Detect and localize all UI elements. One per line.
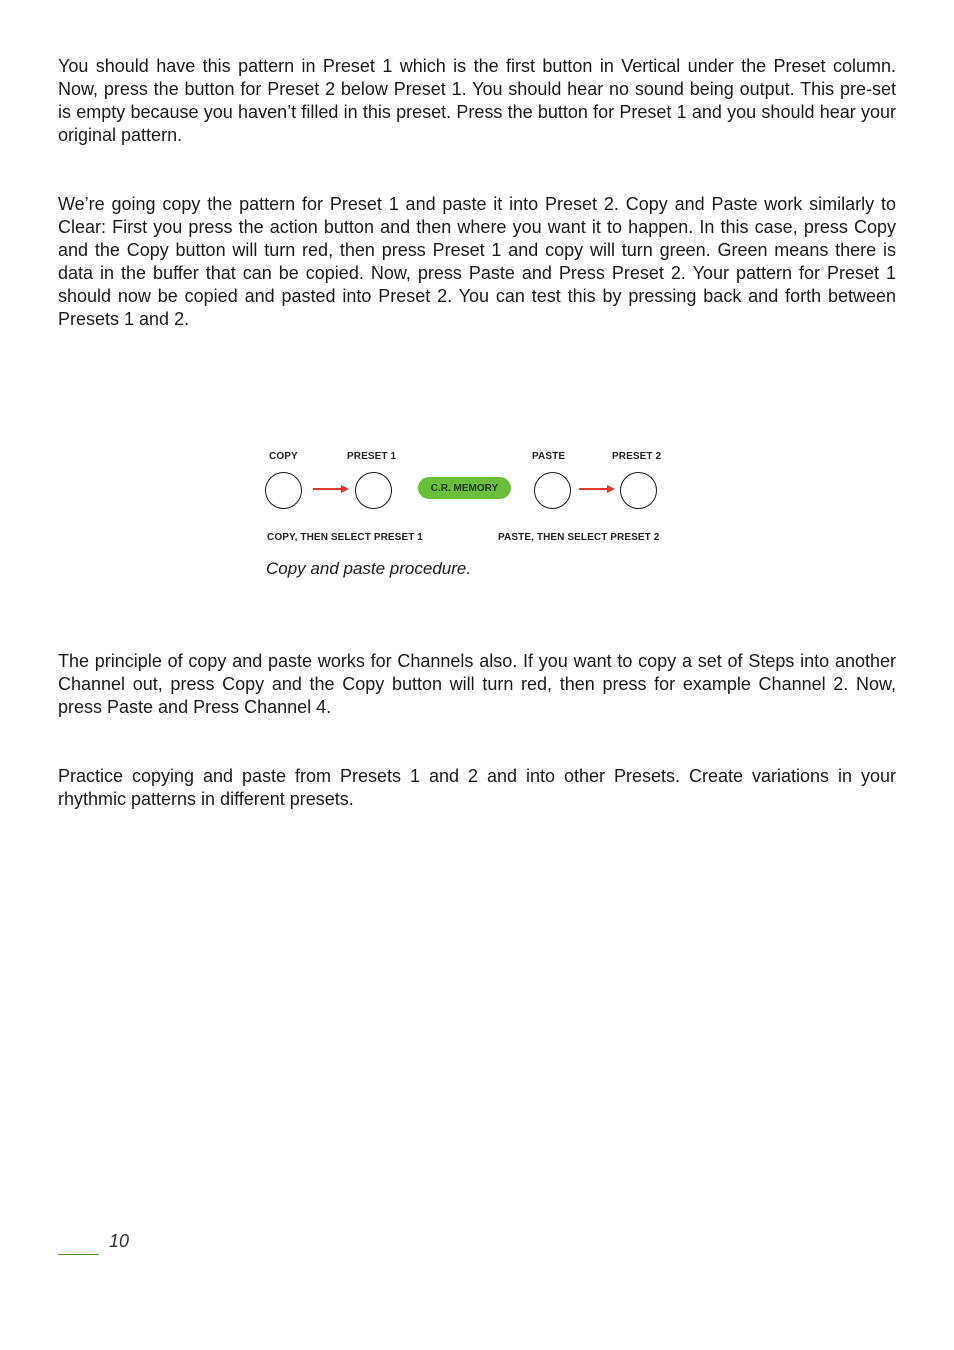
page-number: 10 [109, 1231, 130, 1251]
memory-badge: C.R. MEMORY [418, 477, 511, 499]
preset1-label: PRESET 1 [347, 451, 397, 462]
paragraph-copy-paste-instructions: We’re going copy the pattern for Preset 1 and paste it into Preset 2. Copy and Paste work similarly to Clear: First you press the action button and then where you want it to happen. In this case, press Copy and the Copy button will turn red, then press Preset 1 and copy will turn green. Green means there is data in the buffer that can be copied. Now, press Paste and Press Preset 2. Your pattern for Preset 1 should now be copied and pasted into Preset 2. You can test this by pressing back and forth between Presets 1 and 2. [58, 194, 896, 329]
paragraph-practice: Practice copying and paste from Presets 1 and 2 and into other Presets. Create variations in your rhythmic patterns in different presets. [58, 766, 896, 809]
footer-rule [58, 1254, 99, 1255]
preset2-label: PRESET 2 [612, 451, 662, 462]
copy-label: COPY [269, 451, 298, 462]
paragraph-channels: The principle of copy and paste works for Channels also. If you want to copy a set of Steps into another Channel out, press Copy and the Copy button will turn red, then press for example Channel 2. Now, press Paste and Press Channel 4. [58, 651, 896, 717]
figure-caption: Copy and paste procedure. [266, 559, 472, 578]
paragraph-preset-intro: You should have this pattern in Preset 1 which is the first button in Vertical under the Preset column. Now, press the button for Preset 2 below Preset 1. You should hear no sound being output. This pre-set is empty because you haven’t filled in this preset. Press the button for Preset 1 and you should hear your original pattern. [58, 56, 896, 145]
copy-paste-diagram [0, 0, 954, 600]
arrow-right-icon [312, 483, 350, 495]
paste-button [534, 472, 571, 509]
copy-button [265, 472, 302, 509]
paste-label: PASTE [532, 451, 566, 462]
step1-caption: COPY, THEN SELECT PRESET 1 [267, 532, 423, 543]
preset1-button [355, 472, 392, 509]
arrow-right-icon [578, 483, 616, 495]
step2-caption: PASTE, THEN SELECT PRESET 2 [498, 532, 660, 543]
preset2-button [620, 472, 657, 509]
